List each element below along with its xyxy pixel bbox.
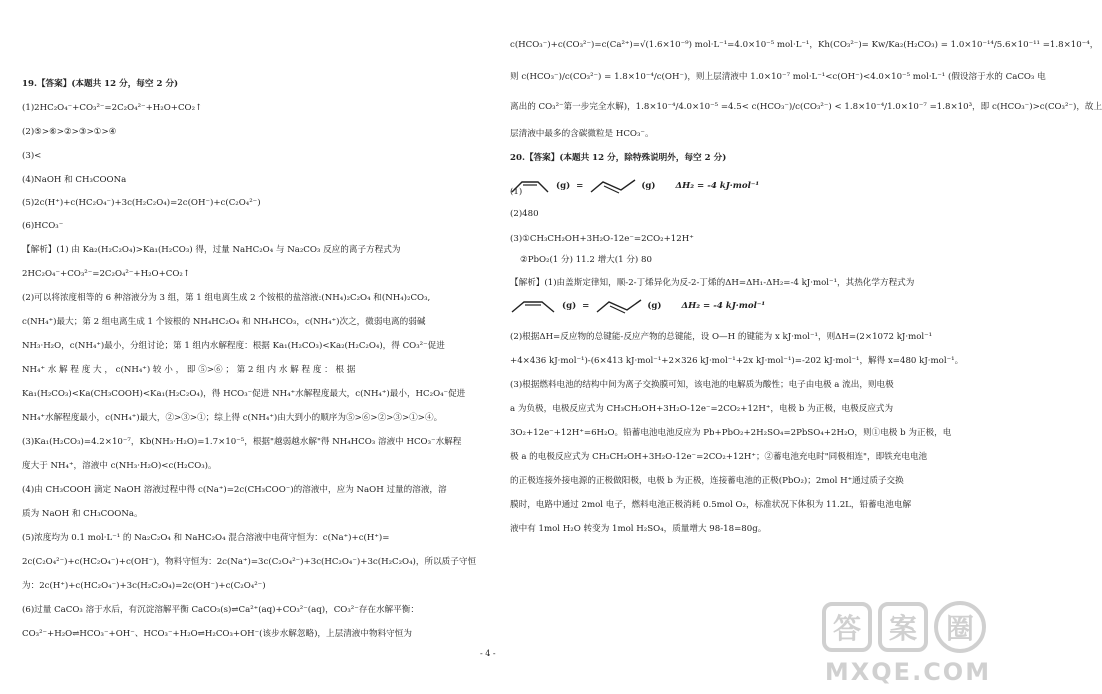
q19-cont-l1: c(HCO₃⁻)+c(CO₃²⁻)=c(Ca²⁺)=√(1.6×10⁻⁹) mol·L⁻¹=4.0×10⁻⁵ mol·L⁻¹，Kh(CO₃²⁻)= Kw/Ka₂(H₂CO₃) = 1.0×10⁻¹⁴/5.6×10⁻¹¹ =1.8×10⁻⁴， (510, 40, 1099, 50)
q20-answer-1-row (510, 172, 759, 200)
watermark-logo (820, 600, 995, 690)
q20-answer-3b: ②PbO₂(1 分) 11.2 增大(1 分) 80 (520, 255, 652, 265)
q19-cont-l4: 层清液中最多的含碳微粒是 HCO₃⁻。 (510, 129, 654, 139)
q19-answer-4: (4)NaOH 和 CH₃COONa (22, 175, 127, 185)
q20-a1-state2: (g) (641, 180, 656, 191)
q20-an-state1: (g) (562, 300, 577, 311)
q20-header: 20.【答案】(本题共 12 分，除特殊说明外，每空 2 分) (510, 153, 727, 163)
svg-text:圈: 圈 (945, 612, 975, 645)
q20-analysis-l6: 3O₂+12e⁻+12H⁺=6H₂O。铅蓄电池电池反应为 Pb+PbO₂+2H₂SO₄=2PbSO₄+2H₂O，则①电极 b 为正极，电 (510, 428, 952, 438)
q20-a1-state1: (g) (556, 180, 571, 191)
q20-analysis-l1: 【解析】(1)由盖斯定律知，顺-2-丁烯异化为反-2-丁烯的ΔH=ΔH₁-ΔH₂=-4 kJ·mol⁻¹，其热化学方程式为 (510, 278, 915, 288)
q19-analysis-l3: (2)可以将浓度相等的 6 种溶液分为 3 组，第 1 组电离生成 2 个铵根的盐溶液:(NH₄)₂C₂O₄ 和(NH₄)₂CO₃, (22, 293, 431, 303)
svg-text:案: 案 (888, 612, 918, 645)
q20-a1-arrow: = (576, 180, 584, 191)
q20-analysis-eq-row (510, 294, 765, 318)
q20-an-arrow: = (582, 300, 590, 311)
q19-analysis-l15: 为：2c(H⁺)+c(HC₂O₄⁻)+3c(H₂C₂O₄)=2c(OH⁻)+c(C₂O₄²⁻) (22, 581, 266, 591)
q19-analysis-l5: NH₃·H₂O，c(NH₄⁺)最小，分组讨论；第 1 组内水解程度：根据 Ka₁(H₂CO₃)<Ka₂(H₂C₂O₄)，得 CO₃²⁻促进 (22, 341, 445, 351)
q19-answer-2: (2)⑤>⑥>②>③>①>④ (22, 127, 117, 137)
q19-analysis-l17: CO₃²⁻+H₂O⇌HCO₃⁻+OH⁻、HCO₃⁻+H₂O⇌H₂CO₃+OH⁻(该步水解忽略)，上层清液中物料守恒为 (22, 629, 412, 639)
svg-text:MXQE.COM: MXQE.COM (824, 658, 992, 686)
trans-2-butene-structure (589, 178, 637, 194)
q19-analysis-l7: Ka₁(H₂CO₃)<Ka(CH₃COOH)<Ka₁(H₂C₂O₄)，得 HCO₃⁻促进 NH₄⁺水解程度最大，c(NH₄⁺)最小，HC₂O₄⁻促进 (22, 389, 466, 399)
q19-analysis-l8: NH₄⁺水解程度最小，c(NH₄⁺)最大，②>③>①；综上得 c(NH₄⁺)由大到小的顺序为⑤>⑥>②>③>①>④。 (22, 413, 443, 423)
q20-analysis-l4: (3)根据燃料电池的结构中间为离子交换膜可知，该电池的电解质为酸性；电子由电极 a 流出，则电极 (510, 380, 894, 390)
q19-answer-5: (5)2c(H⁺)+c(HC₂O₄⁻)+3c(H₂C₂O₄)=2c(OH⁻)+c(C₂O₄²⁻) (22, 198, 261, 208)
q20-answer-2: (2)480 (510, 209, 539, 219)
q20-analysis-l8: 的正极连接外接电源的正极做阳极，电极 b 为正极，连接蓄电池的正极(PbO₂)；2mol H⁺通过质子交换 (510, 476, 904, 486)
svg-text:答: 答 (832, 612, 862, 645)
q19-analysis-l13: (5)浓度均为 0.1 mol·L⁻¹ 的 Na₂C₂O₄ 和 NaHC₂O₄ 混合溶液中电荷守恒为：c(Na⁺)+c(H⁺)= (22, 533, 390, 543)
q20-an-state2: (g) (647, 300, 662, 311)
q19-analysis-l10: 度大于 NH₄⁺，溶液中 c(NH₃·H₂O)<c(H₂CO₃)。 (22, 461, 217, 471)
q20-analysis-l2: (2)根据ΔH=反应物的总键能-反应产物的总键能，设 O—H 的键能为 x kJ·mol⁻¹，则ΔH=(2×1072 kJ·mol⁻¹ (510, 332, 933, 342)
q19-analysis-l4: c(NH₄⁺)最大；第 2 组电离生成 1 个铵根的 NH₄HC₂O₄ 和 NH₄HCO₃，c(NH₄⁺)次之，微弱电离的弱碱 (22, 317, 426, 327)
q19-answer-1: (1)2HC₂O₄⁻+CO₃²⁻=2C₂O₄²⁻+H₂O+CO₂↑ (22, 103, 203, 113)
cis-2-butene-structure-2 (510, 298, 558, 314)
page-number: - 4 - (480, 649, 496, 658)
q19-header: 19.【答案】(本题共 12 分，每空 2 分) (22, 79, 179, 89)
q20-answer-1-label: (1) (510, 187, 523, 197)
q19-analysis-l6: NH₄⁺ 水 解 程 度 大 ， c(NH₄⁺) 较 小 ， 即 ⑤>⑥ ； 第 2 组 内 水 解 程 度 ： 根 据 (22, 365, 356, 375)
q20-analysis-l9: 膜时，电路中通过 2mol 电子，燃料电池正极消耗 0.5mol O₂，标准状况下体积为 11.2L，铅蓄电池电解 (510, 500, 912, 510)
q20-a1-dh: ΔH₂ = -4 kJ·mol⁻¹ (675, 180, 760, 191)
q19-analysis-l16: (6)过量 CaCO₃ 溶于水后，有沉淀溶解平衡 CaCO₃(s)⇌Ca²⁺(aq)+CO₃²⁻(aq)，CO₃²⁻存在水解平衡： (22, 605, 419, 615)
q20-analysis-l7: 极 a 的电极反应式为 CH₃CH₂OH+3H₂O-12e⁻=2CO₂+12H⁺；②蓄电池充电时"同极相连"，即铁充电电池 (510, 452, 928, 462)
q20-answer-3a: (3)①CH₃CH₂OH+3H₂O-12e⁻=2CO₂+12H⁺ (510, 234, 694, 244)
q20-analysis-l10: 液中有 1mol H₂O 转变为 1mol H₂SO₄，质量增大 98-18=80g。 (510, 524, 767, 534)
q19-analysis-l1: 【解析】(1) 由 Ka₂(H₂C₂O₄)>Ka₁(H₂CO₃) 得，过量 NaHC₂O₄ 与 Na₂CO₃ 反应的离子方程式为 (22, 245, 401, 255)
q19-analysis-l12: 质为 NaOH 和 CH₃COONa。 (22, 509, 143, 519)
q20-an-dh: ΔH₂ = -4 kJ·mol⁻¹ (681, 300, 766, 311)
q19-analysis-l14: 2c(C₂O₄²⁻)+c(HC₂O₄⁻)+c(OH⁻)，物料守恒为：2c(Na⁺)=3c(C₂O₄²⁻)+3c(HC₂O₄⁻)+3c(H₂C₂O₄)，所以质子守恒 (22, 557, 477, 567)
q19-analysis-l9: (3)Ka₁(H₂CO₃)=4.2×10⁻⁷，Kb(NH₃·H₂O)=1.7×10⁻⁵，根据"越弱越水解"得 NH₄HCO₃ 溶液中 HCO₃⁻水解程 (22, 437, 462, 447)
q20-analysis-l5: a 为负极，电极反应式为 CH₃CH₂OH+3H₂O-12e⁻=2CO₂+12H⁺，电极 b 为正极，电极反应式为 (510, 404, 894, 414)
q19-answer-3: (3)< (22, 151, 42, 161)
trans-2-butene-structure-2 (595, 298, 643, 314)
q19-cont-l2: 则 c(HCO₃⁻)/c(CO₃²⁻) = 1.8×10⁻⁴/c(OH⁻)，则上层清液中 1.0×10⁻⁷ mol·L⁻¹<c(OH⁻)<4.0×10⁻⁵ mol·L⁻¹ (假设溶于水的 CaCO₃ 电 (510, 72, 1046, 82)
q19-cont-l3: 离出的 CO₃²⁻第一步完全水解)，1.8×10⁻⁴/4.0×10⁻⁵ =4.5< c(HCO₃⁻)/c(CO₃²⁻) < 1.8×10⁻⁴/1.0×10⁻⁷ =1.8×10³，即 c(HCO₃⁻)>c(CO₃²⁻)，故上 (510, 102, 1102, 112)
q19-answer-6: (6)HCO₃⁻ (22, 221, 64, 231)
q19-analysis-l11: (4)由 CH₃COOH 滴定 NaOH 溶液过程中得 c(Na⁺)=2c(CH₃COO⁻)的溶液中，应为 NaOH 过量的溶液，溶 (22, 485, 447, 495)
q19-analysis-l2: 2HC₂O₄⁻+CO₃²⁻=2C₂O₄²⁻+H₂O+CO₂↑ (22, 269, 191, 279)
q20-analysis-l3: +4×436 kJ·mol⁻¹)-(6×413 kJ·mol⁻¹+2×326 kJ·mol⁻¹+2x kJ·mol⁻¹)=-202 kJ·mol⁻¹，解得 x=480 kJ·mol⁻¹。 (510, 356, 964, 366)
